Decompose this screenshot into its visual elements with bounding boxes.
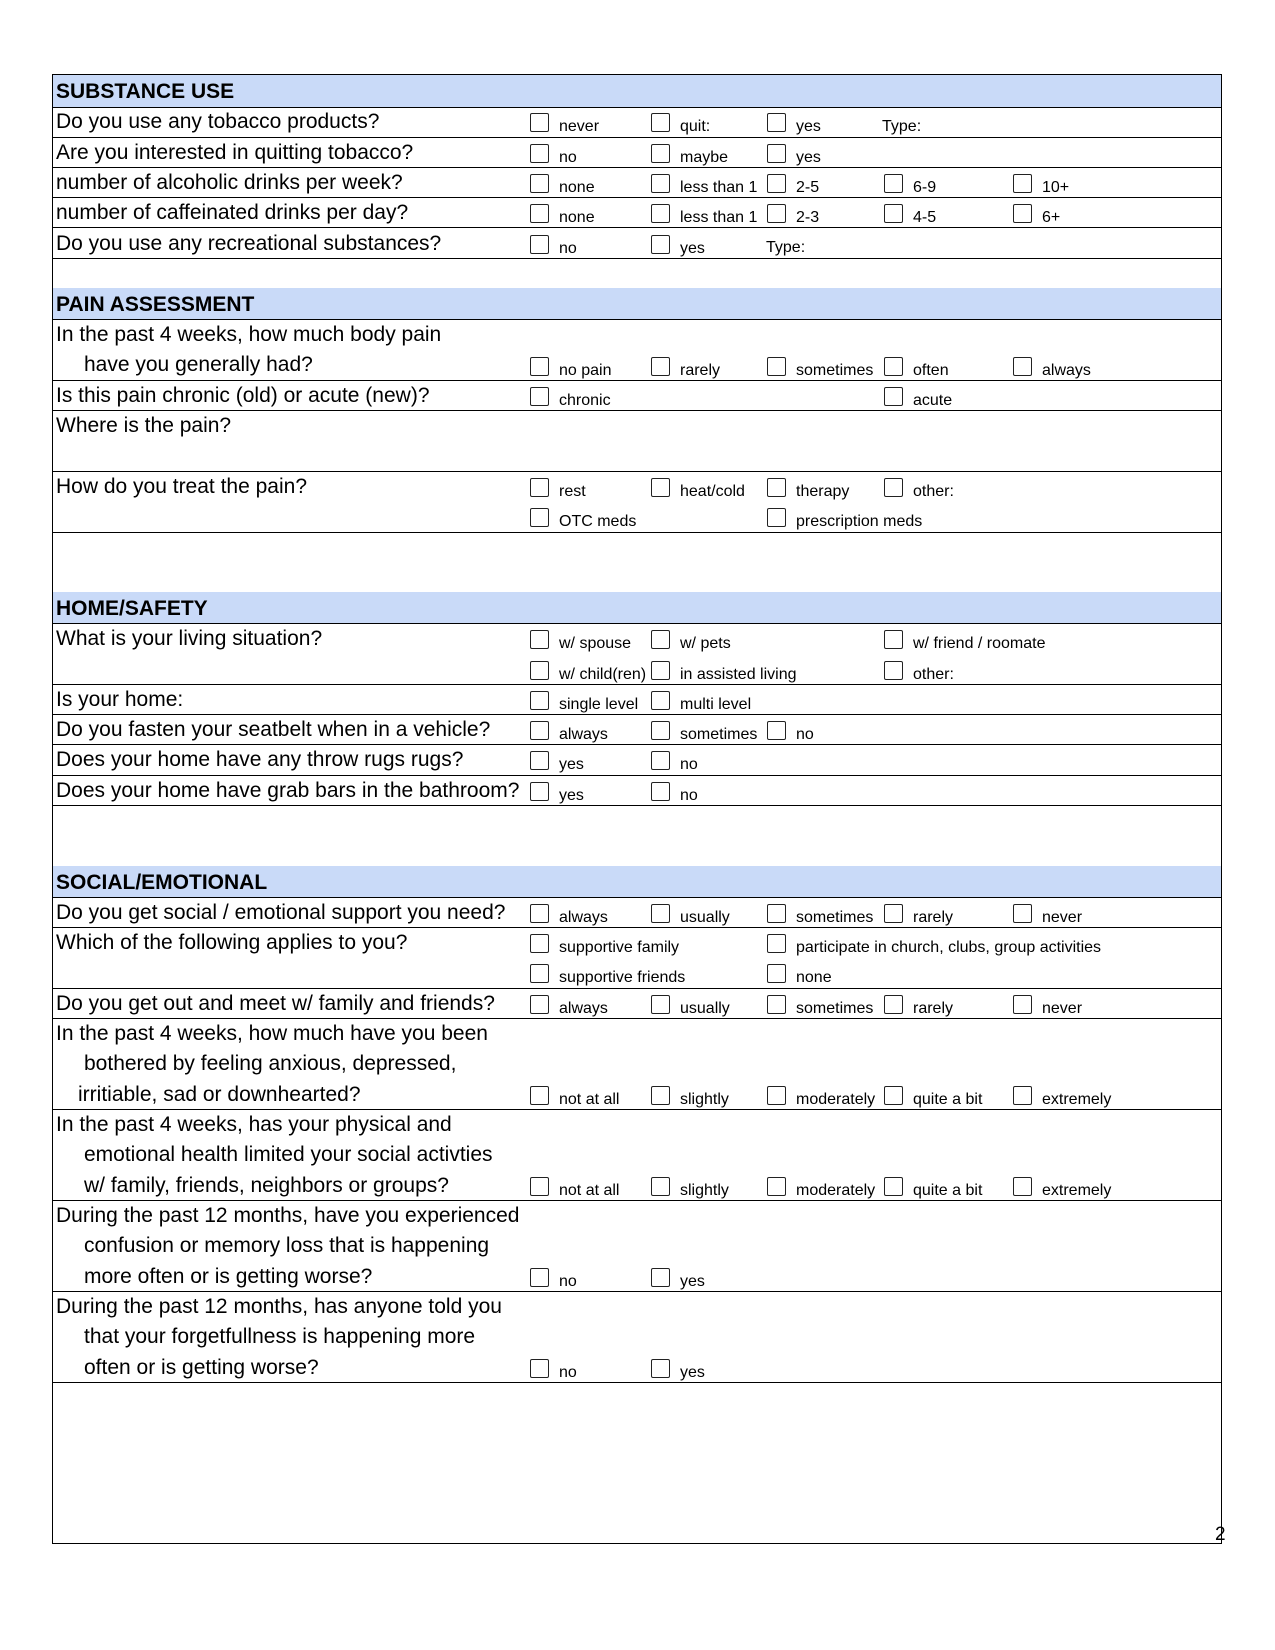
checkbox[interactable]	[530, 1086, 549, 1105]
divider	[53, 927, 1221, 928]
checkbox[interactable]	[530, 904, 549, 923]
divider	[53, 714, 1221, 715]
checkbox[interactable]	[884, 387, 903, 406]
checkbox[interactable]	[767, 144, 786, 163]
checkbox[interactable]	[530, 113, 549, 132]
divider	[53, 197, 1221, 198]
divider	[53, 137, 1221, 138]
checkbox[interactable]	[767, 174, 786, 193]
checkbox[interactable]	[530, 235, 549, 254]
checkbox[interactable]	[1013, 995, 1032, 1014]
checkbox[interactable]	[530, 661, 549, 680]
question-social-limited-line3: w/ family, friends, neighbors or groups?	[84, 1174, 449, 1197]
checkbox[interactable]	[767, 721, 786, 740]
checkbox[interactable]	[651, 204, 670, 223]
divider	[53, 623, 1221, 624]
divider	[53, 107, 1221, 108]
checkbox[interactable]	[884, 904, 903, 923]
checkbox[interactable]	[884, 661, 903, 680]
question-meet-family-friends: Do you get out and meet w/ family and friends?	[56, 992, 495, 1015]
checkbox[interactable]	[530, 144, 549, 163]
checkbox[interactable]	[651, 751, 670, 770]
checkbox[interactable]	[884, 357, 903, 376]
checkbox[interactable]	[530, 508, 549, 527]
checkbox[interactable]	[530, 964, 549, 983]
checkbox[interactable]	[530, 691, 549, 710]
checkbox[interactable]	[530, 1268, 549, 1287]
question-forgetfulness-line2: that your forgetfullness is happening more	[84, 1325, 476, 1348]
checkbox[interactable]	[651, 174, 670, 193]
question-pain-treatment: How do you treat the pain?	[56, 475, 307, 498]
divider	[53, 1018, 1221, 1019]
divider	[53, 684, 1221, 685]
checkbox[interactable]	[651, 144, 670, 163]
checkbox[interactable]	[767, 508, 786, 527]
checkbox[interactable]	[530, 357, 549, 376]
checkbox[interactable]	[767, 478, 786, 497]
divider	[53, 227, 1221, 228]
question-throw-rugs: Does your home have any throw rugs rugs?	[56, 748, 464, 771]
checkbox[interactable]	[767, 113, 786, 132]
divider	[53, 1200, 1221, 1201]
question-quitting-tobacco: Are you interested in quitting tobacco?	[56, 141, 414, 164]
checkbox[interactable]	[651, 1359, 670, 1378]
checkbox[interactable]	[1013, 904, 1032, 923]
checkbox[interactable]	[651, 782, 670, 801]
checkbox[interactable]	[651, 357, 670, 376]
question-recreational: Do you use any recreational substances?	[56, 232, 442, 255]
checkbox[interactable]	[1013, 174, 1032, 193]
checkbox[interactable]	[530, 630, 549, 649]
checkbox[interactable]	[651, 235, 670, 254]
checkbox[interactable]	[767, 964, 786, 983]
divider	[53, 532, 1221, 533]
divider	[53, 380, 1221, 381]
page-number: 2	[1215, 1524, 1226, 1545]
question-grab-bars: Does your home have grab bars in the bathroom?	[56, 779, 520, 802]
question-anxious-line1: In the past 4 weeks, how much have you been	[56, 1022, 488, 1045]
question-seatbelt: Do you fasten your seatbelt when in a vehicle?	[56, 718, 491, 741]
divider	[53, 897, 1221, 898]
section-header-social-emotional: SOCIAL/EMOTIONAL	[53, 866, 1221, 898]
section-header-home-safety: HOME/SAFETY	[53, 592, 1221, 624]
question-pain-type: Is this pain chronic (old) or acute (new)?	[56, 384, 430, 407]
checkbox[interactable]	[767, 357, 786, 376]
checkbox[interactable]	[530, 751, 549, 770]
checkbox[interactable]	[767, 1177, 786, 1196]
checkbox[interactable]	[651, 478, 670, 497]
checkbox[interactable]	[884, 204, 903, 223]
question-forgetfulness-line1: During the past 12 months, has anyone told you	[56, 1295, 502, 1318]
checkbox[interactable]	[530, 1177, 549, 1196]
checkbox[interactable]	[651, 1086, 670, 1105]
checkbox[interactable]	[530, 387, 549, 406]
checkbox[interactable]	[1013, 1177, 1032, 1196]
checkbox[interactable]	[767, 934, 786, 953]
question-alcohol: number of alcoholic drinks per week?	[56, 171, 403, 194]
question-social-limited-line2: emotional health limited your social activties	[84, 1143, 493, 1166]
checkbox[interactable]	[651, 1268, 670, 1287]
checkbox[interactable]	[530, 995, 549, 1014]
divider	[53, 1109, 1221, 1110]
divider	[53, 1291, 1221, 1292]
question-body-pain-line1: In the past 4 weeks, how much body pain	[56, 323, 442, 346]
checkbox[interactable]	[651, 721, 670, 740]
question-social-limited-line1: In the past 4 weeks, has your physical and	[56, 1113, 452, 1136]
checkbox[interactable]	[767, 204, 786, 223]
question-memory-loss-line1: During the past 12 months, have you experienced	[56, 1204, 520, 1227]
checkbox[interactable]	[530, 721, 549, 740]
checkbox[interactable]	[530, 478, 549, 497]
question-caffeine: number of caffeinated drinks per day?	[56, 201, 409, 224]
recreational-type-label: Type:	[766, 239, 806, 256]
question-memory-loss-line3: more often or is getting worse?	[84, 1265, 373, 1288]
question-body-pain-line2: have you generally had?	[84, 353, 313, 376]
checkbox[interactable]	[651, 661, 670, 680]
checkbox[interactable]	[1013, 204, 1032, 223]
checkbox[interactable]	[767, 904, 786, 923]
checkbox[interactable]	[767, 995, 786, 1014]
divider	[53, 471, 1221, 472]
checkbox[interactable]	[1013, 357, 1032, 376]
divider	[53, 167, 1221, 168]
divider	[53, 805, 1221, 806]
question-anxious-line3: irritiable, sad or downhearted?	[78, 1083, 361, 1106]
checkbox[interactable]	[884, 995, 903, 1014]
checkbox[interactable]	[530, 1359, 549, 1378]
question-pain-location: Where is the pain?	[56, 414, 232, 437]
checkbox[interactable]	[530, 174, 549, 193]
checkbox[interactable]	[651, 630, 670, 649]
question-applies-to-you: Which of the following applies to you?	[56, 931, 408, 954]
checkbox[interactable]	[884, 1086, 903, 1105]
intake-form: SUBSTANCE USE Do you use any tobacco products? never quit: yes Type: Are you interested in quitting tobacco? no maybe yes number of alcoholic drinks per week? none less than 1 2-5 6-9 10+ number of caffeinated drinks per day? none less than 1 2-3 4-5 6+ Do you use any recreational substances? no yes Type: PAIN ASSESSMENT In the past 4 weeks, how much body pain have you generally had? no pain rarely sometimes often always Is this pain chronic (old) or acute (new)? chronic acute Where is the pain? How do you treat the pain? rest heat/cold therapy other: OTC meds prescription meds HOME/SAFETY What is your living situation? w/ spouse w/ pets w/ friend / roomate w/ child(ren) in assisted living other: Is your home: single level multi level Do you fasten your seatbelt when in a vehicle? always sometimes no Does your home have any throw rugs rugs? yes no Does your home have grab bars in the bathroom? yes no SOCIAL/EMOTIONAL Do you get social / emotional support you need? always usually sometimes rarely never Which of the following applies to you? supportive family participate in church, clubs, group activities supportive friends none Do you get out and meet w/ family and friends? always usually sometimes rarely never In the past 4 weeks, how much have you been bothered by feeling anxious, depressed, irritiable, sad or downhearted? not at all slightly moderately quite a bit extremely In the past 4 weeks, has your physical and emotional health limited your social activties w/ family, friends, neighbors or groups? not at all slightly moderately quite a bit extremely During the past 12 months, have you experienced confusion or memory loss that is happening more often or is getting worse? no yes During the past 12 months, has anyone told you that your forgetfullness is happening more often or is getting worse? no yes	[52, 74, 1222, 1544]
question-emotional-support: Do you get social / emotional support you need?	[56, 901, 506, 924]
checkbox[interactable]	[530, 782, 549, 801]
checkbox[interactable]	[884, 1177, 903, 1196]
divider	[53, 744, 1221, 745]
checkbox[interactable]	[884, 174, 903, 193]
tobacco-type-label: Type:	[882, 118, 922, 135]
checkbox[interactable]	[530, 204, 549, 223]
divider	[53, 988, 1221, 989]
question-living-situation: What is your living situation?	[56, 627, 323, 650]
question-home-type: Is your home:	[56, 688, 184, 711]
divider	[53, 775, 1221, 776]
checkbox[interactable]	[651, 691, 670, 710]
question-memory-loss-line2: confusion or memory loss that is happening	[84, 1234, 490, 1257]
question-anxious-line2: bothered by feeling anxious, depressed,	[84, 1052, 457, 1075]
divider	[53, 258, 1221, 259]
checkbox[interactable]	[651, 113, 670, 132]
divider	[53, 410, 1221, 411]
question-forgetfulness-line3: often or is getting worse?	[84, 1356, 319, 1379]
question-tobacco: Do you use any tobacco products?	[56, 110, 380, 133]
checkbox[interactable]	[1013, 1086, 1032, 1105]
checkbox[interactable]	[884, 478, 903, 497]
divider	[53, 1382, 1221, 1383]
checkbox[interactable]	[651, 904, 670, 923]
checkbox[interactable]	[530, 934, 549, 953]
divider	[53, 319, 1221, 320]
checkbox[interactable]	[884, 630, 903, 649]
checkbox[interactable]	[651, 995, 670, 1014]
section-header-substance-use: SUBSTANCE USE	[53, 75, 1221, 107]
checkbox[interactable]	[767, 1086, 786, 1105]
checkbox[interactable]	[651, 1177, 670, 1196]
section-header-pain-assessment: PAIN ASSESSMENT	[53, 288, 1221, 320]
